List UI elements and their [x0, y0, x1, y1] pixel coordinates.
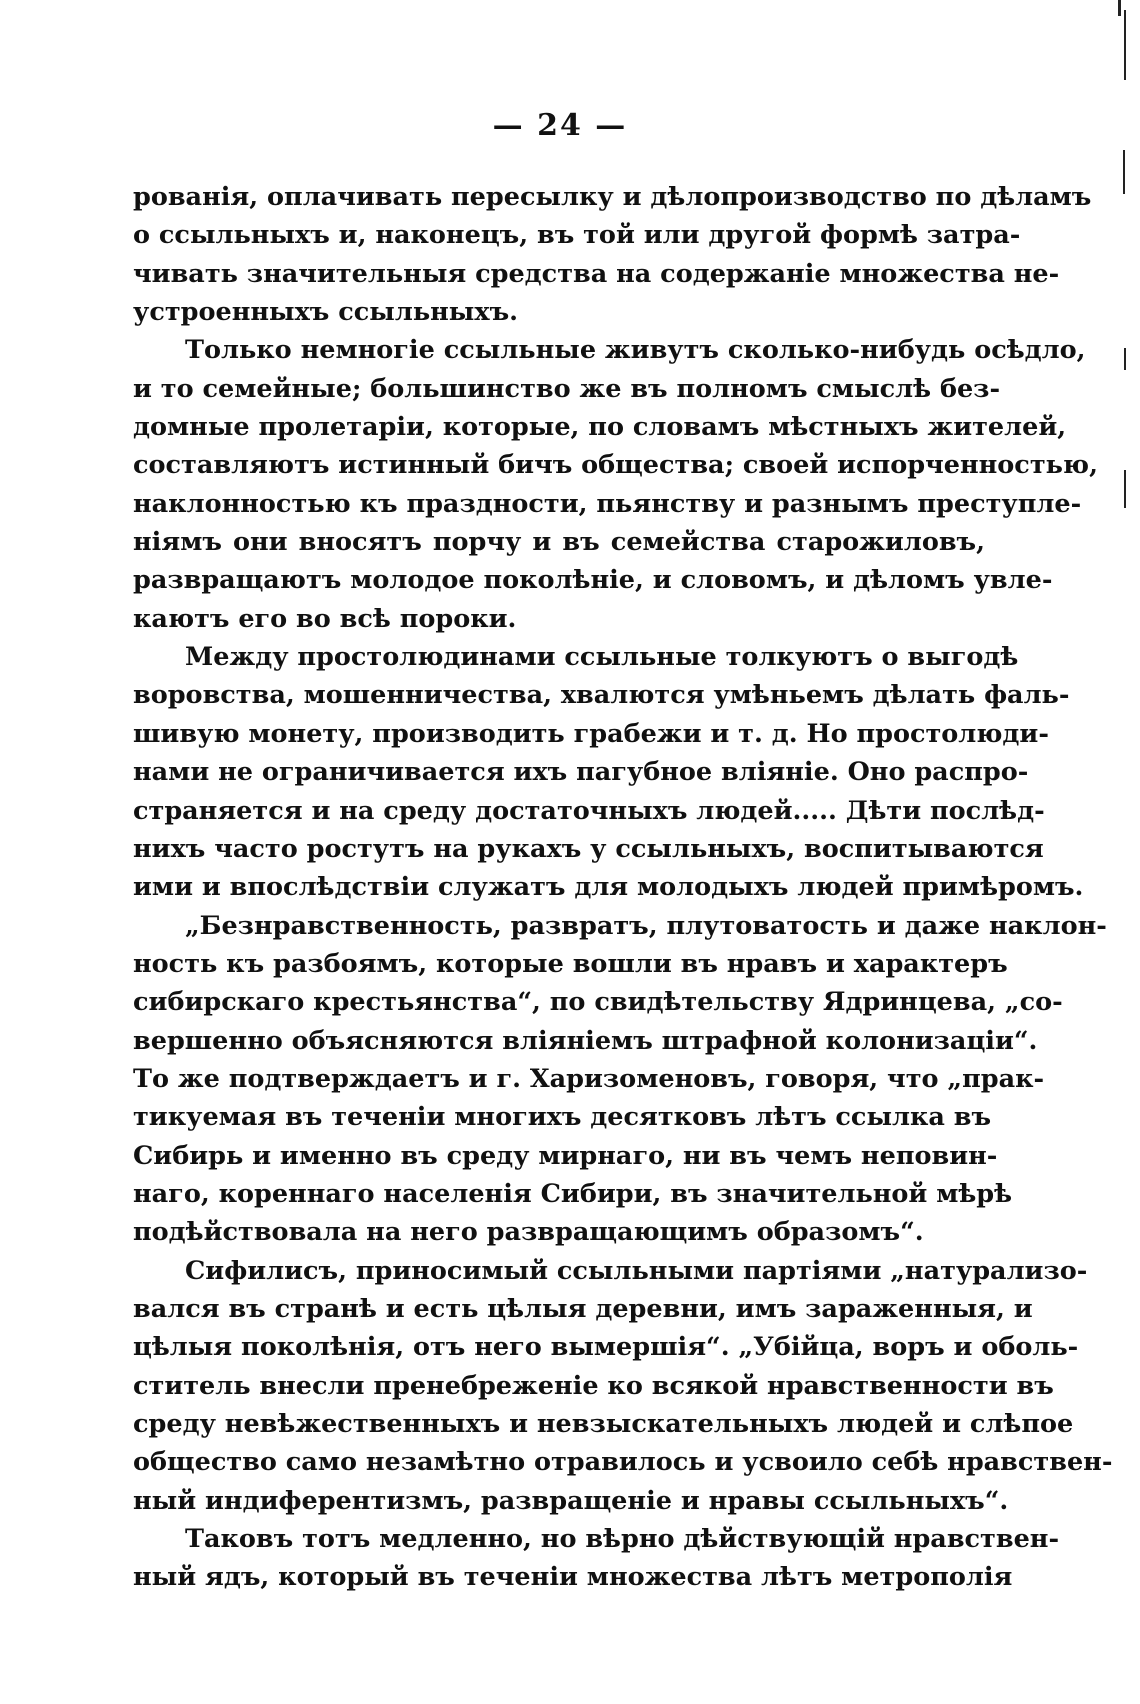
page-number: — 24 — [492, 108, 628, 143]
text-line: вершенно объясняются вліяніемъ штрафной колонизаціи“. [133, 1025, 1038, 1056]
text-line: общество само незамѣтно отравилось и усвоило себѣ нравствен- [133, 1447, 1113, 1478]
text-line: страняется и на среду достаточныхъ людей..... Дѣти послѣд- [133, 795, 1045, 826]
scan-mark [1118, 0, 1121, 16]
text-line: воровства, мошенничества, хвалются умѣньемъ дѣлать фаль- [133, 680, 1070, 711]
scan-mark [1124, 348, 1126, 370]
text-line: домные пролетаріи, которые, по словамъ мѣстныхъ жителей, [133, 412, 1067, 443]
text-line: о ссыльныхъ и, наконецъ, въ той или другой формѣ затра- [133, 220, 1021, 251]
text-line: ститель внесли пренебреженіе ко всякой нравственности въ [133, 1370, 1054, 1401]
paragraph [133, 1252, 1113, 1520]
text-line: шивую монету, производить грабежи и т. д. Но простолюди- [133, 718, 1049, 749]
paragraph [133, 178, 1092, 331]
text-line: Сибирь и именно въ среду мирнаго, ни въ чемъ неповин- [133, 1140, 998, 1171]
text-line: среду невѣжественныхъ и невзыскательныхъ людей и слѣпое [133, 1409, 1074, 1439]
text-line: вался въ странѣ и есть цѣлыя деревни, имъ зараженныя, и [133, 1293, 1033, 1324]
text-line: ими и впослѣдствіи служатъ для молодыхъ людей примѣромъ. [133, 872, 1084, 903]
text-line: Сифилисъ, приносимый ссыльными партіями „натурализо- [185, 1255, 1088, 1286]
text-line: Между простолюдинами ссыльные толкуютъ о выгодѣ [185, 642, 1019, 673]
paragraph [133, 331, 1098, 638]
text-line: То же подтверждаетъ и г. Харизоменовъ, говоря, что „прак- [133, 1063, 1045, 1094]
paragraph [133, 638, 1084, 906]
paragraph [133, 907, 1107, 1252]
text-line: наго, кореннаго населенія Сибири, въ значительной мѣрѣ [133, 1178, 1013, 1209]
text-line: ный индиферентизмъ, развращеніе и нравы ссыльныхъ“. [133, 1485, 1009, 1516]
text-line: устроенныхъ ссыльныхъ. [133, 297, 519, 328]
text-line: наклонностью къ праздности, пьянству и разнымъ преступле- [133, 488, 1082, 519]
text-line: нихъ часто ростутъ на рукахъ у ссыльныхъ, воспитываются [133, 833, 1044, 864]
text-line: рованія, оплачивать пересылку и дѣлопроизводство по дѣламъ [133, 182, 1092, 212]
text-line: развращаютъ молодое поколѣніе, и словомъ, и дѣломъ увле- [133, 565, 1053, 596]
text-line: ность къ разбоямъ, которые вошли въ нравъ и характеръ [133, 948, 1008, 979]
text-line: и то семейные; большинство же въ полномъ смыслѣ без- [133, 373, 1001, 404]
scan-mark [1124, 10, 1126, 80]
text-line: чивать значительныя средства на содержаніе множества не- [133, 258, 1060, 289]
text-line: тикуемая въ теченіи многихъ десятковъ лѣтъ ссылка въ [133, 1102, 992, 1133]
paragraph [133, 1520, 1060, 1597]
text-line: „Безнравственность, развратъ, плутоватость и даже наклон- [185, 910, 1107, 941]
scan-mark [1123, 150, 1125, 194]
body-text [133, 178, 1113, 1597]
text-line: ніямъ они вносятъ порчу и въ семейства старожиловъ, [133, 527, 985, 558]
text-line: каютъ его во всѣ пороки. [133, 603, 517, 634]
text-line: подѣйствовала на него развращающимъ образомъ“. [133, 1217, 924, 1248]
text-line: Только немногіе ссыльные живутъ сколько-нибудь осѣдло, [185, 335, 1086, 366]
text-line: ный ядъ, который въ теченіи множества лѣтъ метрополія [133, 1562, 1013, 1593]
text-line: сибирскаго крестьянства“, по свидѣтельству Ядринцева, „со- [133, 987, 1063, 1018]
text-line: Таковъ тотъ медленно, но вѣрно дѣйствующій нравствен- [185, 1524, 1060, 1555]
text-line: цѣлыя поколѣнія, отъ него вымершія“. „Убійца, воръ и оболь- [133, 1332, 1079, 1363]
scan-mark [1124, 470, 1126, 508]
text-line: нами не ограничивается ихъ пагубное вліяніе. Оно распро- [133, 757, 1029, 788]
text-line: составляютъ истинный бичъ общества; своей испорченностью, [133, 450, 1098, 481]
